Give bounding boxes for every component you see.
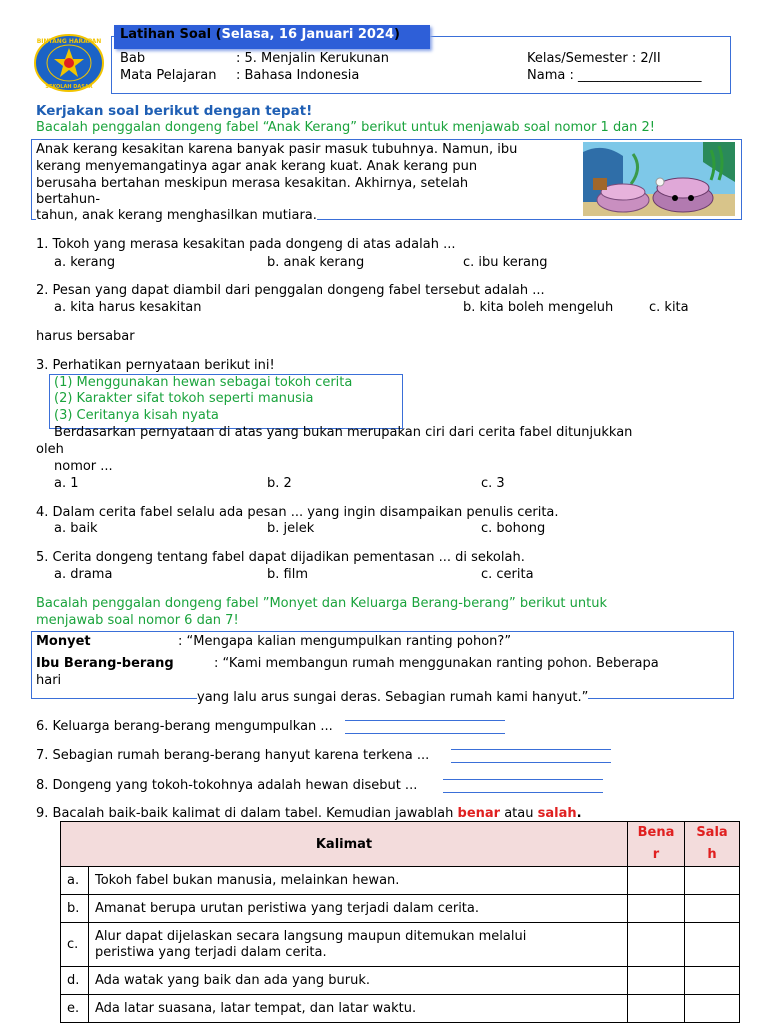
- question-3: 3. Perhatikan pernyataan berikut ini!: [36, 358, 275, 373]
- row-number: b.: [61, 895, 89, 923]
- q2-option-c-cont: harus bersabar: [36, 329, 135, 344]
- instruction: Kerjakan soal berikut dengan tepat!: [36, 103, 313, 119]
- passage2-intro: Bacalah penggalan dongeng fabel ”Monyet dan Keluarga Berang-berang” berikut untuk: [36, 596, 608, 611]
- answer-line-6[interactable]: [345, 733, 505, 734]
- answer-line: [345, 720, 505, 721]
- table-row: [61, 895, 740, 923]
- passage2-intro: menjawab soal nomor 6 dan 7!: [36, 613, 239, 628]
- q2-option-c[interactable]: c. kita: [649, 300, 689, 315]
- salah-cell[interactable]: [685, 995, 740, 1023]
- q1-option-b[interactable]: b. anak kerang: [267, 255, 365, 270]
- worksheet-title: Latihan Soal (Selasa, 16 Januari 2024): [114, 25, 430, 49]
- q1-option-a[interactable]: a. kerang: [54, 255, 116, 270]
- col-header-salah: Sala h: [685, 822, 740, 867]
- passage1-intro: Bacalah penggalan dongeng fabel “Anak Kerang” berikut untuk menjawab soal nomor 1 dan 2!: [36, 120, 656, 135]
- benar-cell[interactable]: [628, 995, 685, 1023]
- q3-statement: (2) Karakter sifat tokoh seperti manusia: [54, 391, 314, 406]
- row-statement: Tokoh fabel bukan manusia, melainkan hewan.: [89, 867, 628, 895]
- q4-option-c[interactable]: c. bohong: [481, 521, 546, 536]
- kelas-semester: Kelas/Semester : 2/II: [527, 51, 661, 66]
- q3-option-a[interactable]: a. 1: [54, 476, 79, 491]
- row-statement: Amanat berupa urutan peristiwa yang terjadi dalam cerita.: [89, 895, 628, 923]
- q3-statement: (3) Ceritanya kisah nyata: [54, 408, 219, 423]
- col-header-kalimat: Kalimat: [61, 822, 628, 867]
- school-logo: [34, 34, 104, 92]
- table-row: [61, 923, 740, 967]
- benar-cell[interactable]: [628, 967, 685, 995]
- benar-cell[interactable]: [628, 923, 685, 967]
- question-8: 8. Dongeng yang tokoh-tokohnya adalah hewan disebut ...: [36, 778, 418, 793]
- speaker-ibu-berang: Ibu Berang-berang: [36, 656, 174, 671]
- q5-option-a[interactable]: a. drama: [54, 567, 113, 582]
- bab-label: Bab: [120, 51, 146, 66]
- q5-option-c[interactable]: c. cerita: [481, 567, 534, 582]
- row-number: c.: [61, 923, 89, 967]
- passage1-line: bertahun-: [36, 192, 101, 207]
- question-1: 1. Tokoh yang merasa kesakitan pada dongeng di atas adalah ...: [36, 237, 456, 252]
- q4-option-b[interactable]: b. jelek: [267, 521, 315, 536]
- passage1-line: berusaha bertahan meskipun merasa kesakitan. Akhirnya, setelah: [36, 176, 469, 191]
- q1-option-c[interactable]: c. ibu kerang: [463, 255, 548, 270]
- row-statement: Ada latar suasana, latar tempat, dan latar waktu.: [89, 995, 628, 1023]
- question-4: 4. Dalam cerita fabel selalu ada pesan ... yang ingin disampaikan penulis cerita.: [36, 505, 559, 520]
- row-number: d.: [61, 967, 89, 995]
- salah-cell[interactable]: [685, 923, 740, 967]
- dialog-line-cont: hari: [36, 673, 62, 688]
- q2-option-a[interactable]: a. kita harus kesakitan: [54, 300, 202, 315]
- passage1-line: Anak kerang kesakitan karena banyak pasir masuk tubuhnya. Namun, ibu: [36, 142, 518, 157]
- svg-text:BINTANG HARAPAN: BINTANG HARAPAN: [36, 38, 102, 45]
- mapel-label: Mata Pelajaran: [120, 68, 217, 83]
- dialog-line: : “Kami membangun rumah menggunakan ranting pohon. Beberapa: [214, 656, 659, 671]
- salah-cell[interactable]: [685, 967, 740, 995]
- q3-option-c[interactable]: c. 3: [481, 476, 505, 491]
- question-5: 5. Cerita dongeng tentang fabel dapat dijadikan pementasan ... di sekolah.: [36, 550, 525, 565]
- row-number: a.: [61, 867, 89, 895]
- answer-line-8[interactable]: [443, 792, 603, 793]
- q2-option-b[interactable]: b. kita boleh mengeluh: [463, 300, 614, 315]
- question-9: 9. Bacalah baik-baik kalimat di dalam tabel. Kemudian jawablah benar atau salah.: [36, 806, 582, 821]
- true-false-table: [60, 821, 740, 1023]
- question-7: 7. Sebagian rumah berang-berang hanyut karena terkena ...: [36, 748, 430, 763]
- nama-field[interactable]: Nama : ___________________: [527, 68, 702, 83]
- mapel-value: : Bahasa Indonesia: [236, 68, 360, 83]
- answer-line: [443, 779, 603, 780]
- q3-option-b[interactable]: b. 2: [267, 476, 292, 491]
- row-number: e.: [61, 995, 89, 1023]
- table-row: [61, 995, 740, 1023]
- row-statement: Ada watak yang baik dan ada yang buruk.: [89, 967, 628, 995]
- q5-option-b[interactable]: b. film: [267, 567, 308, 582]
- q3-prompt: Berdasarkan pernyataan di atas yang bukan merupakan ciri dari cerita fabel ditunjukkan: [54, 425, 633, 440]
- question-6: 6. Keluarga berang-berang mengumpulkan ...: [36, 719, 333, 734]
- row-statement: Alur dapat dijelaskan secara langsung maupun ditemukan melalui peristiwa yang terjadi dalam cerita.: [89, 923, 628, 967]
- q4-option-a[interactable]: a. baik: [54, 521, 98, 536]
- table-row: [61, 967, 740, 995]
- salah-cell[interactable]: [685, 867, 740, 895]
- benar-cell[interactable]: [628, 867, 685, 895]
- q3-prompt-cont: oleh: [36, 442, 64, 457]
- question-2: 2. Pesan yang dapat diambil dari penggalan dongeng fabel tersebut adalah ...: [36, 283, 545, 298]
- clam-illustration: [583, 142, 735, 216]
- passage1-line: kerang menyemangatinya agar anak kerang kuat. Anak kerang pun: [36, 159, 478, 174]
- salah-cell[interactable]: [685, 895, 740, 923]
- dialog-line: : “Mengapa kalian mengumpulkan ranting pohon?”: [178, 634, 512, 649]
- q3-prompt-cont: nomor ...: [54, 459, 113, 474]
- benar-cell[interactable]: [628, 895, 685, 923]
- col-header-benar: Bena r: [628, 822, 685, 867]
- answer-line-7[interactable]: [451, 762, 611, 763]
- speaker-monyet: Monyet: [36, 634, 91, 649]
- svg-text:SEKOLAH DASAR: SEKOLAH DASAR: [45, 84, 93, 90]
- answer-line: [451, 749, 611, 750]
- q3-statement: (1) Menggunakan hewan sebagai tokoh cerita: [54, 375, 353, 390]
- bab-value: : 5. Menjalin Kerukunan: [236, 51, 389, 66]
- table-row: [61, 867, 740, 895]
- dialog-line-cont: yang lalu arus sungai deras. Sebagian rumah kami hanyut.”: [197, 690, 589, 705]
- passage1-line: tahun, anak kerang menghasilkan mutiara.: [36, 208, 317, 223]
